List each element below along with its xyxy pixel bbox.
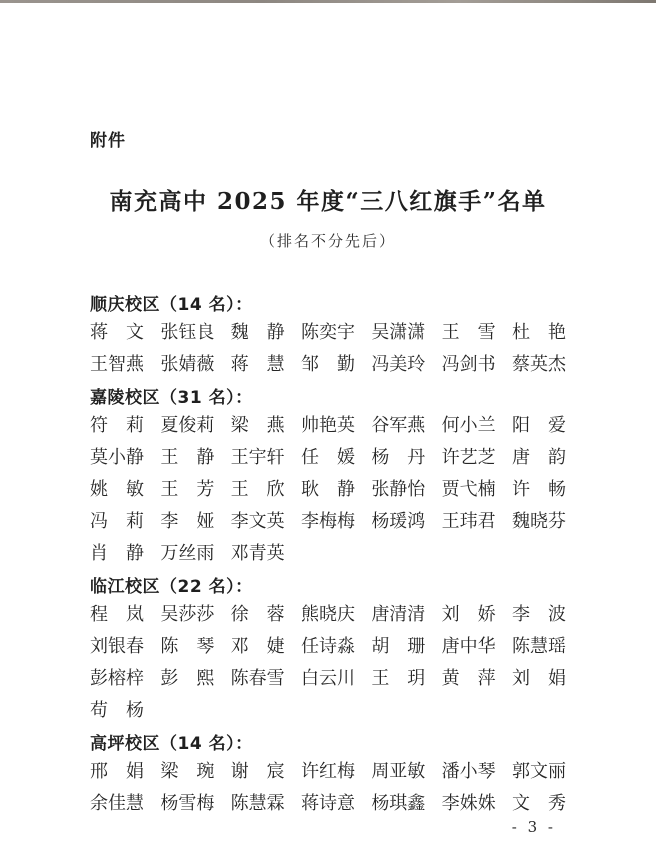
person-name: 杨瑗鸿	[371, 511, 426, 532]
person-name: 蔡英杰	[511, 354, 566, 375]
person-name: 余佳慧	[90, 793, 144, 814]
person-name: 王 芳	[160, 479, 215, 500]
person-name: 杨雪梅	[160, 793, 215, 814]
person-name: 陈慧瑶	[511, 636, 566, 657]
person-name: 苟 杨	[90, 700, 144, 721]
name-row	[90, 794, 566, 814]
person-name: 张钰良	[160, 322, 215, 343]
person-name: 魏晓芬	[511, 511, 566, 532]
person-name: 张婧薇	[160, 354, 215, 375]
person-name: 冯剑书	[441, 354, 496, 375]
person-name: 陈慧霖	[230, 793, 285, 814]
sections	[90, 288, 566, 826]
name-row	[90, 669, 566, 689]
person-name: 郭文丽	[511, 761, 566, 782]
person-name: 周亚敏	[371, 761, 426, 782]
person-name: 许艺芝	[441, 447, 496, 468]
person-name: 许红梅	[300, 761, 355, 782]
person-name: 李 波	[511, 604, 566, 625]
person-name: 王玮君	[441, 511, 496, 532]
person-name: 杜 艳	[511, 322, 566, 343]
person-name: 王宇轩	[230, 447, 285, 468]
person-name: 万丝雨	[160, 543, 215, 564]
page-subtitle: （排名不分先后）	[259, 232, 396, 250]
person-name: 蒋 文	[90, 322, 144, 343]
person-name: 刘银春	[90, 636, 144, 657]
person-name: 任 媛	[300, 447, 355, 468]
person-name: 杨 丹	[371, 447, 426, 468]
person-name: 王 雪	[441, 322, 496, 343]
person-name: 黄 萍	[441, 668, 496, 689]
name-row	[90, 480, 566, 500]
person-name: 熊晓庆	[300, 604, 355, 625]
name-row	[90, 512, 566, 532]
person-name: 冯 莉	[90, 511, 144, 532]
person-name: 谷军燕	[371, 415, 426, 436]
person-name: 梁 燕	[230, 415, 285, 436]
person-name: 莫小静	[90, 447, 144, 468]
person-name: 蒋 慧	[230, 354, 285, 375]
person-name: 唐清清	[371, 604, 426, 625]
person-name: 李文英	[230, 511, 285, 532]
person-name: 梁 琬	[160, 761, 215, 782]
person-name: 姚 敏	[90, 479, 144, 500]
person-name: 唐 韵	[511, 447, 566, 468]
person-name: 耿 静	[300, 479, 355, 500]
name-row	[90, 605, 566, 625]
person-name: 彭 熙	[160, 668, 215, 689]
name-row	[90, 701, 566, 721]
attachment-label: 附件	[90, 131, 126, 151]
section-heading: 嘉陵校区（31 名）：	[90, 388, 253, 408]
person-name: 许 畅	[511, 479, 566, 500]
person-name: 潘小琴	[441, 761, 496, 782]
campus-section	[90, 387, 566, 564]
person-name: 杨琪鑫	[371, 793, 426, 814]
person-name: 刘 娟	[511, 668, 566, 689]
person-name: 陈春雪	[230, 668, 285, 689]
section-heading: 顺庆校区（14 名）：	[90, 295, 253, 315]
person-name: 李 娅	[160, 511, 215, 532]
person-name: 李梅梅	[300, 511, 355, 532]
page-number: - 3 -	[511, 818, 556, 836]
campus-section	[90, 733, 566, 814]
person-name: 李姝姝	[441, 793, 496, 814]
person-name: 任诗淼	[300, 636, 355, 657]
person-name: 帅艳英	[300, 415, 355, 436]
person-name: 陈 琴	[160, 636, 215, 657]
person-name: 冯美玲	[371, 354, 426, 375]
campus-section	[90, 576, 566, 721]
name-row	[90, 416, 566, 436]
campus-section	[90, 294, 566, 375]
section-heading: 临江校区（22 名）：	[90, 577, 253, 597]
person-name: 谢 宸	[230, 761, 285, 782]
name-row	[90, 544, 566, 564]
person-name: 白云川	[300, 668, 355, 689]
person-name: 王 玥	[371, 668, 426, 689]
name-row	[90, 637, 566, 657]
person-name: 吴潇潇	[371, 322, 426, 343]
person-name: 彭榕梓	[90, 668, 144, 689]
person-name: 魏 静	[230, 322, 285, 343]
person-name: 刘 娇	[441, 604, 496, 625]
name-row	[90, 448, 566, 468]
section-heading: 高坪校区（14 名）：	[90, 734, 253, 754]
name-row	[90, 323, 566, 343]
person-name: 邢 娟	[90, 761, 144, 782]
person-name: 肖 静	[90, 543, 144, 564]
person-name: 邹 勤	[300, 354, 355, 375]
name-row	[90, 762, 566, 782]
person-name: 符 莉	[90, 415, 144, 436]
person-name: 张静怡	[371, 479, 426, 500]
person-name: 邓青英	[230, 543, 285, 564]
person-name: 王 静	[160, 447, 215, 468]
page-top-edge	[0, 0, 656, 3]
name-row	[90, 355, 566, 375]
person-name: 贾弋楠	[441, 479, 496, 500]
person-name: 文 秀	[511, 793, 566, 814]
person-name: 唐中华	[441, 636, 496, 657]
person-name: 程 岚	[90, 604, 144, 625]
person-name: 王智燕	[90, 354, 144, 375]
person-name: 夏俊莉	[160, 415, 215, 436]
person-name: 胡 珊	[371, 636, 426, 657]
person-name: 邓 婕	[230, 636, 285, 657]
person-name: 陈奕宇	[300, 322, 355, 343]
person-name: 吴莎莎	[160, 604, 215, 625]
person-name: 何小兰	[441, 415, 496, 436]
person-name: 徐 蓉	[230, 604, 285, 625]
person-name: 蒋诗意	[300, 793, 355, 814]
person-name: 王 欣	[230, 479, 285, 500]
page-title: 南充高中 2025 年度“三八红旗手”名单	[109, 188, 547, 215]
person-name: 阳 爱	[511, 415, 566, 436]
